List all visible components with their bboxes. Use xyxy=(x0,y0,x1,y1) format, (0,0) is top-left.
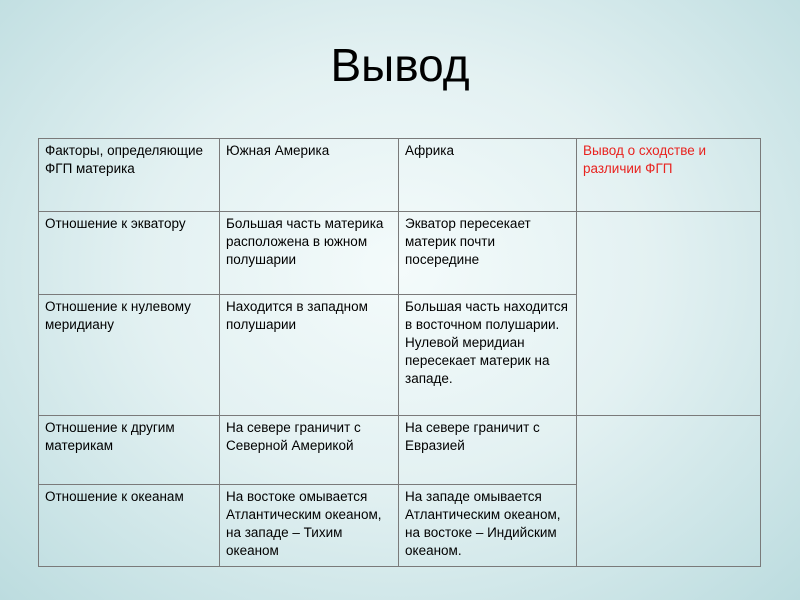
table-row xyxy=(39,416,761,485)
header-africa: Африка xyxy=(399,139,577,212)
row-south-america: Большая часть материка расположена в южном полушарии xyxy=(220,212,399,295)
row-south-america: На севере граничит с Северной Америкой xyxy=(220,416,399,485)
row-south-america: На востоке омывается Атлантическим океаном, на западе – Тихим океаном xyxy=(220,485,399,567)
header-conclusion: Вывод о сходстве и различии ФГП xyxy=(577,139,761,212)
table-row xyxy=(39,212,761,295)
slide-title: Вывод xyxy=(330,39,470,91)
row-africa: Экватор пересекает материк почти посередине xyxy=(399,212,577,295)
row-factor: Отношение к экватору xyxy=(39,212,220,295)
header-factors: Факторы, определяющие ФГП материка xyxy=(39,139,220,212)
row-africa: На западе омывается Атлантическим океаном, на востоке – Индийским океаном. xyxy=(399,485,577,567)
row-south-america: Находится в западном полушарии xyxy=(220,295,399,416)
row-factor: Отношение к океанам xyxy=(39,485,220,567)
comparison-table xyxy=(38,138,761,567)
row-africa: На севере граничит с Евразией xyxy=(399,416,577,485)
header-south-america: Южная Америка xyxy=(220,139,399,212)
table-header-row xyxy=(39,139,761,212)
row-africa: Большая часть находится в восточном полушарии. Нулевой меридиан пересекает материк на западе. xyxy=(399,295,577,416)
conclusion-cell-1 xyxy=(577,212,761,416)
row-factor: Отношение к другим материкам xyxy=(39,416,220,485)
conclusion-cell-2 xyxy=(577,416,761,567)
row-factor: Отношение к нулевому меридиану xyxy=(39,295,220,416)
